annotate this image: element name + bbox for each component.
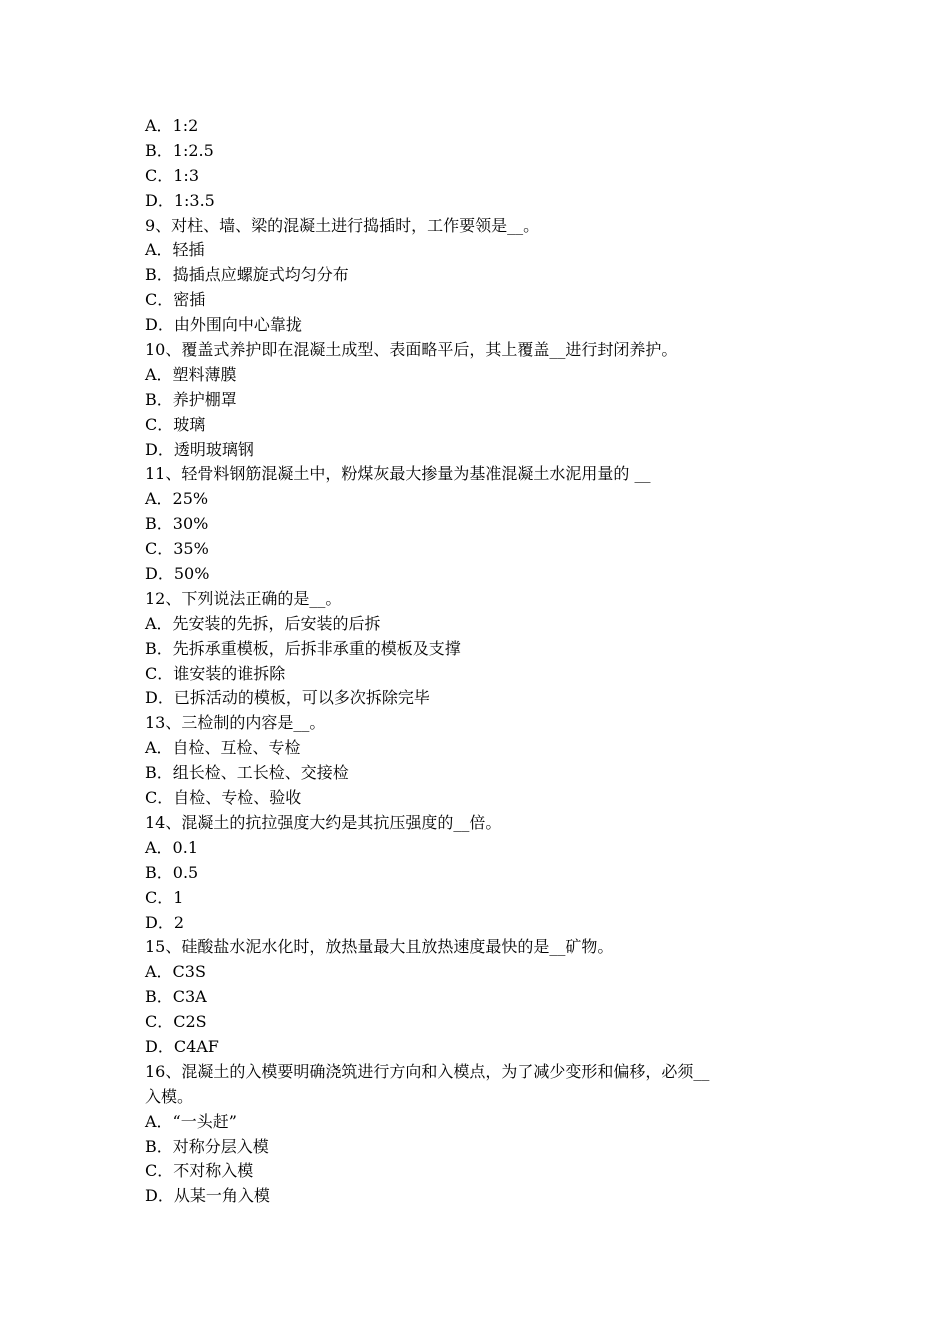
option-text: B．0.5 bbox=[145, 862, 199, 882]
option-text: C．玻璃 bbox=[145, 414, 206, 434]
question-text: 14、混凝土的抗拉强度大约是其抗压强度的__倍。 bbox=[145, 812, 502, 832]
option-text: D．已拆活动的模板，可以多次拆除完毕 bbox=[145, 688, 430, 708]
option-text: A．0.1 bbox=[145, 837, 199, 857]
option-text: B．1:2.5 bbox=[145, 140, 214, 160]
question-text: 15、硅酸盐水泥水化时，放热量最大且放热速度最快的是__矿物。 bbox=[145, 937, 614, 957]
option-text: C．自检、专检、验收 bbox=[145, 788, 302, 808]
option-text: A．轻插 bbox=[145, 240, 205, 260]
option-text: B．捣插点应螺旋式均匀分布 bbox=[145, 265, 349, 285]
option-text: C．密插 bbox=[145, 290, 206, 310]
question-text: 入模。 bbox=[145, 1086, 194, 1106]
option-text: B．养护棚罩 bbox=[145, 389, 237, 409]
option-text: B．C3A bbox=[145, 987, 207, 1007]
option-text: C．35% bbox=[145, 539, 209, 559]
option-text: C．1 bbox=[145, 887, 184, 907]
option-text: A．“一头赶” bbox=[145, 1111, 237, 1131]
option-text: C．谁安装的谁拆除 bbox=[145, 663, 286, 683]
option-text: C．1:3 bbox=[145, 165, 199, 185]
option-text: A．塑料薄膜 bbox=[145, 364, 237, 384]
question-text: 13、三检制的内容是__。 bbox=[145, 713, 326, 733]
option-text: D．50% bbox=[145, 564, 210, 584]
option-text: D．2 bbox=[145, 912, 185, 932]
option-text: A．先安装的先拆，后安装的后拆 bbox=[145, 613, 381, 633]
option-text: B．30% bbox=[145, 514, 209, 534]
option-text: D．1:3.5 bbox=[145, 190, 215, 210]
question-text: 10、覆盖式养护即在混凝土成型、表面略平后，其上覆盖__进行封闭养护。 bbox=[145, 340, 678, 360]
option-text: D．透明玻璃钢 bbox=[145, 439, 254, 459]
option-text: D．由外围向中心靠拢 bbox=[145, 315, 302, 335]
option-text: A．25% bbox=[145, 489, 209, 509]
option-text: B．对称分层入模 bbox=[145, 1136, 269, 1156]
option-text: A．C3S bbox=[145, 962, 206, 982]
question-text: 16、混凝土的入模要明确浇筑进行方向和入模点，为了减少变形和偏移，必须__ bbox=[145, 1061, 710, 1081]
question-text: 12、下列说法正确的是__。 bbox=[145, 588, 342, 608]
option-text: C．C2S bbox=[145, 1012, 207, 1032]
option-text: D．从某一角入模 bbox=[145, 1186, 270, 1206]
option-text: A．1:2 bbox=[145, 116, 199, 135]
document-page bbox=[145, 114, 825, 1209]
option-text: D．C4AF bbox=[145, 1036, 219, 1056]
option-text: B．组长检、工长检、交接检 bbox=[145, 763, 349, 783]
option-text: B．先拆承重模板，后拆非承重的模板及支撑 bbox=[145, 638, 461, 658]
question-text: 11、轻骨料钢筋混凝土中，粉煤灰最大掺量为基准混凝土水泥用量的 __ bbox=[145, 464, 651, 484]
option-text: A．自检、互检、专检 bbox=[145, 738, 301, 758]
option-text: C．不对称入模 bbox=[145, 1161, 254, 1181]
question-text: 9、对柱、墙、梁的混凝土进行捣插时，工作要领是__。 bbox=[145, 215, 540, 235]
